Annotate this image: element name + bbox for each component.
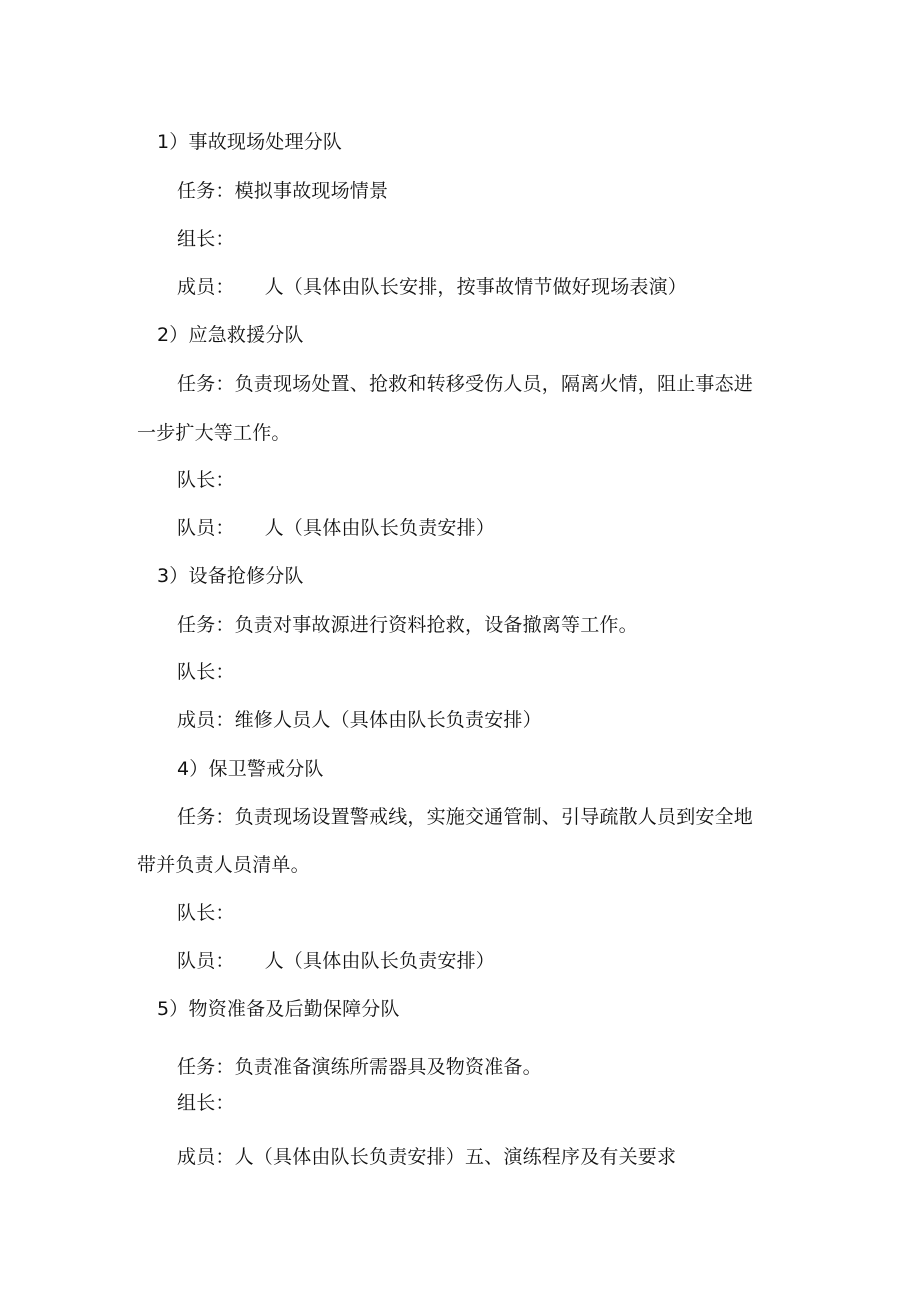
section-4-members xyxy=(177,949,495,973)
section-5-heading: 5）物资准备及后勤保障分队 xyxy=(157,998,400,1020)
task-text: 负责准备演练所需器具及物资准备。 xyxy=(234,1056,542,1078)
section-2-task-line1 xyxy=(177,372,753,396)
section-1-task xyxy=(177,179,388,203)
task-text: 模拟事故现场情景 xyxy=(234,180,389,202)
section-3-heading: 3）设备抢修分队 xyxy=(157,565,304,587)
section-3-leader: 队长： xyxy=(177,661,235,683)
section-5-task xyxy=(177,1055,542,1079)
task-label: 任务： xyxy=(177,373,235,395)
section-2-task-line2: 一步扩大等工作。 xyxy=(137,422,291,444)
member-label: 成员： xyxy=(177,276,235,298)
member-label: 队员： xyxy=(177,950,235,972)
section-2-heading: 2）应急救援分队 xyxy=(157,324,304,346)
task-label: 任务： xyxy=(177,806,235,828)
section-5-members xyxy=(177,1145,676,1169)
section-1-leader: 组长： xyxy=(177,228,235,250)
task-label: 任务： xyxy=(177,180,235,202)
task-text: 负责现场设置警戒线，实施交通管制、引导疏散人员到安全地 xyxy=(234,806,754,828)
section-4-task-line2: 带并负责人员清单。 xyxy=(137,854,310,876)
member-text: 人（具体由队长安排，按事故情节做好现场表演） xyxy=(264,276,688,298)
section-2-leader: 队长： xyxy=(177,469,235,491)
member-text: 人（具体由队长负责安排） xyxy=(264,517,496,539)
member-label: 成员： xyxy=(177,1146,235,1168)
section-4-heading: 4）保卫警戒分队 xyxy=(177,758,324,780)
section-1-members xyxy=(177,275,687,299)
member-text: 维修人员人（具体由队长负责安排） xyxy=(234,709,542,731)
member-label: 队员： xyxy=(177,517,235,539)
task-label: 任务： xyxy=(177,1056,235,1078)
section-5-leader: 组长： xyxy=(177,1092,235,1114)
task-text: 负责现场处置、抢救和转移受伤人员，隔离火情，阻止事态进 xyxy=(234,373,754,395)
section-2-members xyxy=(177,516,495,540)
section-4-task-line1 xyxy=(177,805,753,829)
task-text: 负责对事故源进行资料抢救，设备撤离等工作。 xyxy=(234,614,638,636)
section-3-members xyxy=(177,708,542,732)
section-1-heading: 1）事故现场处理分队 xyxy=(157,131,343,153)
member-text: 人（具体由队长负责安排）五、演练程序及有关要求 xyxy=(234,1146,677,1168)
section-4-leader: 队长： xyxy=(177,902,235,924)
member-label: 成员： xyxy=(177,709,235,731)
member-text: 人（具体由队长负责安排） xyxy=(264,950,496,972)
task-label: 任务： xyxy=(177,614,235,636)
section-3-task xyxy=(177,613,638,637)
